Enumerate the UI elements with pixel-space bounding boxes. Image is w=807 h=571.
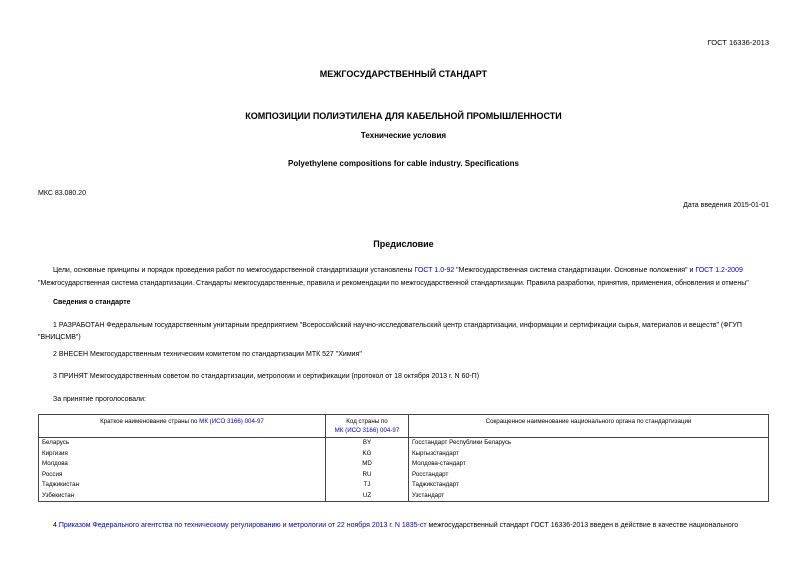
foreword-paragraph-continued: "Межгосударственная система стандартизации. Стандарты межгосударственные, правила и рекомендации по межгосударственной стандартизации. Правила разработки, принятия, применения, обновления и отмены"	[38, 280, 749, 287]
document-number: ГОСТ 16336-2013	[707, 38, 769, 47]
table-row	[39, 459, 769, 470]
voted-label: За принятие проголосовали:	[53, 396, 146, 403]
mk-iso-code-link[interactable]: МК (ИСО 3166) 004-97	[334, 427, 400, 434]
code-cell: MD	[326, 459, 409, 470]
foreword-paragraph	[38, 265, 769, 277]
item-4: 4 Приказом Федерального агентства по техническому регулированию и метрологии от 22 ноября 2013 г. N 1835-ст межгосударственный стандарт ГОСТ 16336-2013 введен в действие в качестве национального	[53, 522, 739, 529]
country-cell: Узбекистан	[39, 491, 326, 502]
mks-code: МКС 83.080.20	[38, 190, 86, 197]
country-cell: Молдова	[39, 459, 326, 470]
order-link[interactable]: Приказом Федерального агентства по техническому регулированию и метрологии от 22 ноября 2013 г. N 1835-ст	[58, 522, 427, 529]
header-country: Краткое наименование страны по МК (ИСО 3166) 004-97	[39, 415, 326, 438]
body-cell: Росстандарт	[409, 470, 769, 481]
code-cell: UZ	[326, 491, 409, 502]
country-cell: Киргизия	[39, 449, 326, 460]
introduction-date: Дата введения 2015-01-01	[683, 202, 769, 209]
document-title: КОМПОЗИЦИИ ПОЛИЭТИЛЕНА ДЛЯ КАБЕЛЬНОЙ ПРОМЫШЛЕННОСТИ	[245, 111, 562, 121]
body-cell: Таджикстандарт	[409, 480, 769, 491]
header-body: Сокращенное наименование национального органа по стандартизации	[409, 415, 769, 438]
item-3: 3 ПРИНЯТ Межгосударственным советом по стандартизации, метрологии и сертификации (протокол от 18 октября 2013 г. N 60-П)	[53, 373, 480, 380]
table-row	[39, 470, 769, 481]
item-2: 2 ВНЕСЕН Межгосударственным техническим комитетом по стандартизации МТК 527 "Химия"	[53, 351, 362, 358]
item-1-continued: "ВНИЦСМВ")	[38, 334, 81, 341]
table-row	[39, 491, 769, 502]
code-cell: RU	[326, 470, 409, 481]
body-cell: Молдова-стандарт	[409, 459, 769, 470]
code-cell: TJ	[326, 480, 409, 491]
foreword-text-1: Цели, основные принципы и порядок проведения работ по межгосударственной стандартизации установлены	[53, 267, 415, 274]
country-cell: Россия	[39, 470, 326, 481]
foreword-text-2: "Межгосударственная система стандартизации. Основные положения" и	[454, 267, 696, 274]
header-code: Код страны по МК (ИСО 3166) 004-97	[326, 415, 409, 438]
table-header-row	[39, 415, 769, 438]
standard-type: МЕЖГОСУДАРСТВЕННЫЙ СТАНДАРТ	[319, 69, 488, 79]
table-row	[39, 449, 769, 460]
item-1: 1 РАЗРАБОТАН Федеральным государственным унитарным предприятием "Всероссийский научно-исследовательский центр стандартизации, информации и сертификации сырья, материалов и веществ" (ФГУП	[53, 322, 742, 329]
document-title-english: Polyethylene compositions for cable industry. Specifications	[287, 159, 519, 168]
body-cell: Узстандарт	[409, 491, 769, 502]
gost-1-0-92-link[interactable]: ГОСТ 1.0-92	[414, 267, 455, 274]
country-cell: Таджикистан	[39, 480, 326, 491]
country-cell: Беларусь	[39, 438, 326, 449]
table-row	[39, 438, 769, 449]
info-heading: Сведения о стандарте	[53, 299, 131, 306]
foreword-heading: Предисловие	[373, 239, 434, 249]
countries-table	[38, 414, 769, 502]
body-cell: Кыргызстандарт	[409, 449, 769, 460]
gost-1-2-2009-link[interactable]: ГОСТ 1.2-2009	[695, 267, 743, 274]
code-cell: BY	[326, 438, 409, 449]
table-row	[39, 480, 769, 491]
mk-iso-link[interactable]: МК (ИСО 3166) 004-97	[199, 418, 264, 425]
body-cell: Госстандарт Республики Беларусь	[409, 438, 769, 449]
code-cell: KG	[326, 449, 409, 460]
document-subtitle: Технические условия	[360, 131, 447, 140]
